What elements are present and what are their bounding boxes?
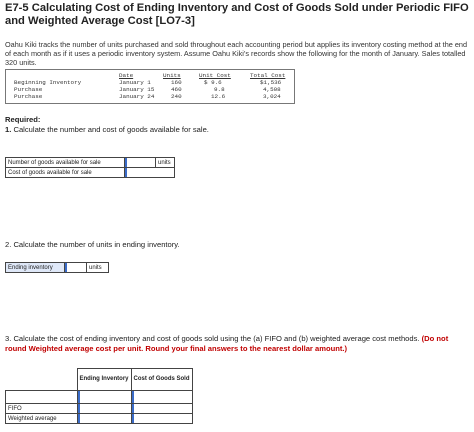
spacer-cell <box>77 391 131 404</box>
row-fifo-label: FIFO <box>6 404 78 414</box>
goods-available-units-input[interactable] <box>125 158 156 168</box>
goods-available-cost-input[interactable] <box>125 168 175 178</box>
col-ending-inventory: Ending Inventory <box>77 369 131 391</box>
ending-inventory-units-table <box>5 262 109 273</box>
row-label: Purchase <box>14 86 43 93</box>
required-heading: Required: <box>5 115 41 124</box>
ending-inventory-label: Ending inventory <box>6 263 65 273</box>
cost-methods-table <box>5 368 193 424</box>
fifo-cogs-input[interactable] <box>131 404 192 414</box>
question-1-number: 1. <box>5 125 12 134</box>
question-1 <box>5 125 209 134</box>
row-weighted-average-label: Weighted average <box>6 414 78 424</box>
row-total-cost: 3,024 <box>263 93 281 100</box>
header-units: Units <box>163 72 181 79</box>
row-units: 160 <box>171 79 182 86</box>
row-units: 460 <box>171 86 182 93</box>
units-label: units <box>87 263 109 273</box>
units-label: units <box>156 158 175 168</box>
question-3 <box>5 334 467 354</box>
question-3-rounding-note: (Do not round Weighted average cost per unit. Round your final answers to the nearest dollar amount.) <box>5 334 449 353</box>
row-label: Beginning Inventory <box>14 79 82 86</box>
goods-available-units-label: Number of goods available for sale <box>6 158 125 168</box>
spacer <box>6 391 78 404</box>
goods-available-cost-label: Cost of goods available for sale <box>6 168 125 178</box>
problem-intro: Oahu Kiki tracks the number of units purchased and sold throughout each accounting period but applies its inventory costing method at the end of each month as if it uses a periodic inventory system. Assume Oahu Kiki’s records show the following for the month of January. Sales totalled 320 units. <box>5 40 468 67</box>
row-unit-cost: $ 9.6 <box>204 79 222 86</box>
header-date: Date <box>119 72 134 79</box>
corner-blank <box>6 369 78 391</box>
row-date: January 15 <box>119 86 155 93</box>
row-unit-cost: 12.6 <box>211 93 226 100</box>
question-3-text: 3. Calculate the cost of ending inventory and cost of goods sold using the (a) FIFO and (b) weighted average cost methods. <box>5 334 420 343</box>
row-total-cost: 4,508 <box>263 86 281 93</box>
row-label: Purchase <box>14 93 43 100</box>
row-unit-cost: 9.8 <box>214 86 225 93</box>
fifo-ending-inventory-input[interactable] <box>77 404 131 414</box>
question-2: 2. Calculate the number of units in ending inventory. <box>5 240 180 249</box>
row-total-cost: $1,536 <box>260 79 282 86</box>
col-cost-of-goods-sold: Cost of Goods Sold <box>131 369 192 391</box>
row-units: 240 <box>171 93 182 100</box>
inventory-data-box <box>5 69 295 104</box>
ending-inventory-units-input[interactable] <box>65 263 87 273</box>
goods-available-table <box>5 157 175 178</box>
header-total-cost: Total Cost <box>250 72 286 79</box>
question-1-text: Calculate the number and cost of goods available for sale. <box>13 125 209 134</box>
weighted-cogs-input[interactable] <box>131 414 192 424</box>
page-title: E7-5 Calculating Cost of Ending Inventory and Cost of Goods Sold under Periodic FIFO and Weighted Average Cost [LO7-3] <box>5 2 469 27</box>
spacer-cell <box>131 391 192 404</box>
weighted-ending-inventory-input[interactable] <box>77 414 131 424</box>
row-date: January 1 <box>119 79 151 86</box>
header-unit-cost: Unit Cost <box>199 72 231 79</box>
row-date: January 24 <box>119 93 155 100</box>
